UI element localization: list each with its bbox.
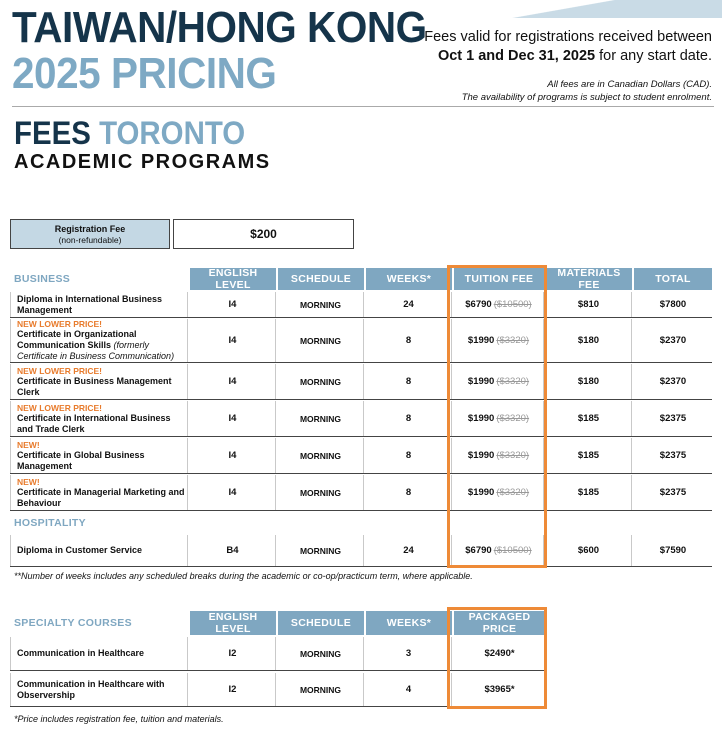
total-cell: $7800	[659, 299, 687, 310]
old-tuition-value: ($3320)	[496, 335, 530, 346]
tuition-value: $1990	[467, 376, 495, 387]
registration-fee-title: Registration Fee	[54, 224, 126, 234]
schedule-cell: MORNING	[278, 292, 364, 317]
level-cell: I4	[190, 438, 276, 473]
program-title: Certificate in Organizational Communication Skills	[17, 329, 137, 350]
course-name-cell	[10, 637, 188, 670]
tuition-highlight	[447, 265, 547, 568]
tuition-value: $6790	[465, 545, 492, 556]
program-name-cell	[10, 319, 188, 362]
price-tag: NEW!	[17, 476, 40, 487]
registration-fee-sublabel: (non-refundable)	[58, 235, 122, 245]
validity-dates: Oct 1 and Dec 31, 2025	[437, 48, 596, 64]
program-name	[17, 545, 142, 556]
program-name-cell	[10, 535, 188, 566]
price-tag: NEW LOWER PRICE!	[17, 402, 102, 413]
materials-cell: $185	[546, 401, 632, 436]
column-header: ENGLISH LEVEL	[190, 611, 276, 635]
table-row	[10, 292, 712, 318]
schedule-cell: MORNING	[278, 475, 364, 510]
academic-programs-table	[10, 268, 712, 566]
table-row	[10, 535, 712, 567]
materials-cell: $185	[546, 438, 632, 473]
price-cell: $3965*	[484, 684, 515, 695]
validity-tail: for any start date.	[595, 48, 712, 64]
table-row	[10, 364, 712, 400]
column-header: TOTAL	[634, 268, 712, 290]
program-title: Certificate in International Business and Trade Clerk	[17, 412, 171, 434]
level-cell: I4	[190, 319, 276, 362]
validity-block	[392, 28, 712, 104]
price-tag: NEW LOWER PRICE!	[17, 319, 102, 329]
price-tag: NEW!	[17, 439, 40, 450]
price-cell: $2490*	[484, 648, 515, 659]
program-name	[17, 319, 187, 362]
old-tuition-value: ($3320)	[496, 376, 530, 387]
materials-cell: $180	[546, 364, 632, 399]
formerly-note: (formerly Certificate in Business Communication)	[17, 340, 175, 361]
total-cell: $2375	[659, 413, 687, 424]
level-cell: I4	[190, 292, 276, 317]
program-title: Diploma in International Business Management	[17, 293, 163, 315]
corner-decoration	[472, 0, 722, 18]
schedule-cell: MORNING	[278, 438, 364, 473]
weeks-cell: 8	[366, 438, 452, 473]
program-name	[17, 403, 187, 435]
total-cell: $2370	[659, 376, 687, 387]
materials-cell: $185	[546, 475, 632, 510]
fees-word: FEES	[14, 115, 91, 151]
program-title: Diploma in Customer Service	[17, 545, 143, 555]
total-cell: $2375	[659, 487, 687, 498]
level-cell: I2	[190, 637, 276, 670]
column-header: SCHEDULE	[278, 268, 364, 290]
registration-fee-value: $200	[173, 219, 354, 249]
header-divider	[12, 106, 714, 107]
program-title: Certificate in Managerial Marketing and Behaviour	[17, 486, 185, 508]
tuition-value: $1990	[467, 413, 495, 424]
packaged-price-highlight	[447, 607, 547, 709]
schedule-cell: MORNING	[278, 364, 364, 399]
weeks-cell: 24	[366, 535, 452, 566]
course-name-cell	[10, 673, 188, 706]
tuition-value: $6790	[465, 299, 492, 310]
tuition-value: $1990	[467, 450, 495, 461]
column-header: WEEKS*	[366, 268, 452, 290]
level-cell: I2	[190, 673, 276, 706]
level-cell: I4	[190, 401, 276, 436]
section-row-hospitality	[10, 512, 712, 534]
total-cell: $7590	[659, 545, 687, 556]
program-name	[17, 366, 187, 398]
campus-name: TORONTO	[99, 115, 246, 151]
weeks-cell: 3	[366, 637, 452, 670]
course-name: Communication in Healthcare with Observership	[17, 678, 165, 700]
validity-line1: Fees valid for registrations received between	[424, 29, 712, 45]
schedule-cell: MORNING	[278, 401, 364, 436]
level-cell: I4	[190, 475, 276, 510]
program-name-cell	[10, 292, 188, 317]
price-footnote: *Price includes registration fee, tuition and materials.	[14, 714, 224, 724]
program-name	[17, 477, 187, 509]
old-tuition-value: ($3320)	[496, 413, 530, 424]
weeks-cell: 24	[366, 292, 452, 317]
currency-note: All fees are in Canadian Dollars (CAD).	[547, 79, 712, 90]
materials-cell: $600	[546, 535, 632, 566]
old-tuition-value: ($10500)	[493, 545, 532, 556]
tuition-value: $1990	[467, 335, 495, 346]
column-header: ENGLISH LEVEL	[190, 268, 276, 290]
column-header: PACKAGED PRICE	[454, 611, 545, 635]
tuition-value: $1990	[467, 487, 495, 498]
page-title-line2: 2025 PRICING	[12, 49, 277, 98]
total-cell: $2375	[659, 450, 687, 461]
program-name-cell	[10, 364, 188, 399]
level-cell: B4	[190, 535, 276, 566]
old-tuition-value: ($3320)	[496, 450, 530, 461]
weeks-cell: 8	[366, 401, 452, 436]
old-tuition-value: ($3320)	[496, 487, 530, 498]
program-name	[17, 440, 187, 472]
section-subtitle: ACADEMIC PROGRAMS	[14, 151, 271, 173]
page-title-line1: TAIWAN/HONG KONG	[12, 3, 427, 52]
table-row	[10, 475, 712, 511]
section-label-business: BUSINESS	[10, 268, 188, 290]
registration-fee-label	[10, 219, 170, 249]
schedule-cell: MORNING	[278, 673, 364, 706]
schedule-cell: MORNING	[278, 535, 364, 566]
weeks-cell: 8	[366, 475, 452, 510]
weeks-cell: 8	[366, 319, 452, 362]
materials-cell: $180	[546, 319, 632, 362]
program-name-cell	[10, 401, 188, 436]
program-title: Certificate in Global Business Management	[17, 449, 145, 471]
schedule-cell: MORNING	[278, 319, 364, 362]
table-row	[10, 401, 712, 437]
program-name-cell	[10, 475, 188, 510]
section-label-hospitality: HOSPITALITY	[14, 517, 86, 529]
column-header: WEEKS*	[366, 611, 452, 635]
table-row	[10, 319, 712, 363]
program-title: Certificate in Business Management Clerk	[17, 375, 172, 397]
validity-line2	[392, 47, 712, 66]
schedule-cell: MORNING	[278, 637, 364, 670]
weeks-footnote: **Number of weeks includes any scheduled breaks during the academic or co-op/practicum term, where applicable.	[14, 571, 473, 581]
old-tuition-value: ($10500)	[493, 299, 532, 310]
table-row	[10, 438, 712, 474]
column-header: SCHEDULE	[278, 611, 364, 635]
column-header: MATERIALS FEE	[546, 268, 632, 290]
table-header-row	[10, 268, 712, 290]
program-name-cell	[10, 438, 188, 473]
section-label-specialty: SPECIALTY COURSES	[10, 611, 188, 635]
program-name	[17, 294, 187, 316]
weeks-cell: 4	[366, 673, 452, 706]
weeks-cell: 8	[366, 364, 452, 399]
price-tag: NEW LOWER PRICE!	[17, 365, 102, 376]
section-heading	[14, 116, 245, 150]
materials-cell: $810	[546, 292, 632, 317]
total-cell: $2370	[659, 335, 687, 346]
availability-note: The availability of programs is subject to student enrolment.	[461, 92, 712, 103]
level-cell: I4	[190, 364, 276, 399]
column-header: TUITION FEE	[454, 268, 544, 290]
course-name: Communication in Healthcare	[17, 648, 145, 658]
